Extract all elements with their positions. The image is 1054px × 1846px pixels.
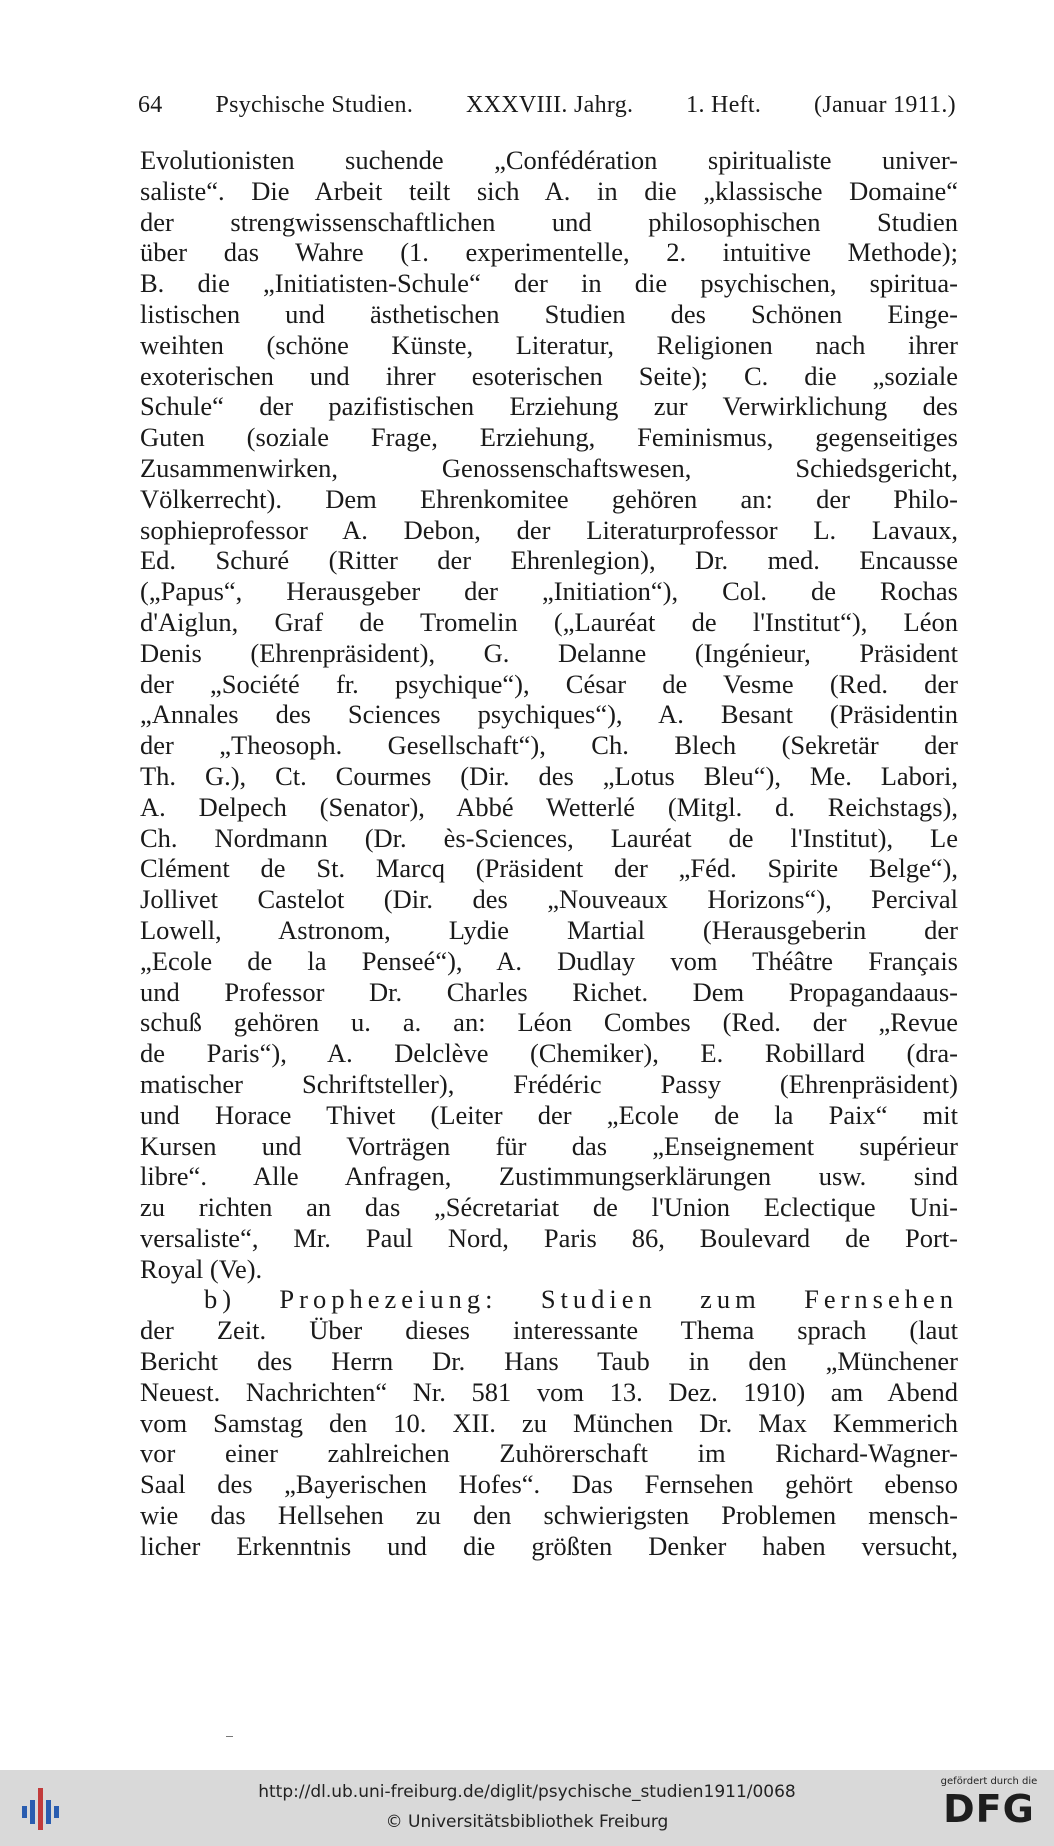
- dfg-logo: [930, 1776, 1048, 1842]
- text-line: wie das Hellsehen zu den schwierigsten Problemen mensch-: [140, 1500, 958, 1531]
- text-line: Clément de St. Marcq (Präsident der „Féd. Spirite Belge“),: [140, 853, 958, 884]
- running-head: [138, 92, 956, 119]
- text-line: versaliste“, Mr. Paul Nord, Paris 86, Boulevard de Port-: [140, 1222, 958, 1253]
- text-line: der Zeit. Über dieses interessante Thema sprach (laut: [140, 1315, 958, 1346]
- text-line: Th. G.), Ct. Courmes (Dir. des „Lotus Bleu“), Me. Labori,: [140, 760, 958, 791]
- body-text: [140, 145, 958, 1562]
- page-number: 64: [138, 92, 163, 118]
- text-line: Ch. Nordmann (Dr. ès-Sciences, Lauréat de l'Institut), Le: [140, 822, 958, 853]
- text-line: Kursen und Vorträgen für das „Enseignement supérieur: [140, 1130, 958, 1161]
- text-line: licher Erkenntnis und die größten Denker haben versucht,: [140, 1530, 958, 1561]
- text-line: Guten (soziale Frage, Erziehung, Feminismus, gegenseitiges: [140, 422, 958, 453]
- text-line: B. die „Initiatisten-Schule“ der in die psychischen, spiritua-: [140, 268, 958, 299]
- text-line: Lowell, Astronom, Lydie Martial (Herausgeberin der: [140, 914, 958, 945]
- issue: 1. Heft.: [686, 92, 762, 118]
- text-line: exoterischen und ihrer esoterischen Seite); C. die „soziale: [140, 360, 958, 391]
- text-line: und Horace Thivet (Leiter der „Ecole de la Paix“ mit: [140, 1099, 958, 1130]
- text-line: Bericht des Herrn Dr. Hans Taub in den „Münchener: [140, 1346, 958, 1377]
- text-line: Jollivet Castelot (Dir. des „Nouveaux Horizons“), Percival: [140, 884, 958, 915]
- funding-caption: gefördert durch die: [940, 1776, 1038, 1787]
- text-line: vor einer zahlreichen Zuhörerschaft im Richard-Wagner-: [140, 1438, 958, 1469]
- viewer-footer: [0, 1770, 1054, 1846]
- text-line: über das Wahre (1. experimentelle, 2. intuitive Methode);: [140, 237, 958, 268]
- text-line: Schule“ der pazifistischen Erziehung zur Verwirklichung des: [140, 391, 958, 422]
- text-line: listischen und ästhetischen Studien des Schönen Einge-: [140, 298, 958, 329]
- text-line: de Paris“), A. Delclève (Chemiker), E. Robillard (dra-: [140, 1038, 958, 1069]
- text-line: A. Delpech (Senator), Abbé Wetterlé (Mitgl. d. Reichstags),: [140, 791, 958, 822]
- volume: XXXVIII. Jahrg.: [465, 92, 634, 118]
- issue-date: (Januar 1911.): [814, 92, 956, 118]
- section-heading-line: b) Prophezeiung: Studien zum Fernsehen: [204, 1284, 958, 1315]
- text-line: Neuest. Nachrichten“ Nr. 581 vom 13. Dez. 1910) am Abend: [140, 1376, 958, 1407]
- text-line: („Papus“, Herausgeber der „Initiation“), Col. de Rochas: [140, 576, 958, 607]
- text-line: vom Samstag den 10. XII. zu München Dr. Max Kemmerich: [140, 1407, 958, 1438]
- text-line: saliste“. Die Arbeit teilt sich A. in die „klassische Domaine“: [140, 175, 958, 206]
- text-line: der strengwissenschaftlichen und philosophischen Studien: [140, 206, 958, 237]
- text-line: Evolutionisten suchende „Confédération spiritualiste univer-: [140, 145, 958, 175]
- text-line: matischer Schriftsteller), Frédéric Passy (Ehrenpräsident): [140, 1068, 958, 1099]
- text-line: „Annales des Sciences psychiques“), A. Besant (Präsidentin: [140, 699, 958, 730]
- text-line: d'Aiglun, Graf de Tromelin („Lauréat de l'Institut“), Léon: [140, 606, 958, 637]
- text-line: libre“. Alle Anfragen, Zustimmungserklärungen usw. sind: [140, 1161, 958, 1192]
- text-line: der „Société fr. psychique“), César de Vesme (Red. der: [140, 668, 958, 699]
- text-line: der „Theosoph. Gesellschaft“), Ch. Blech (Sekretär der: [140, 730, 958, 761]
- text-line: Völkerrecht). Dem Ehrenkomitee gehören an: der Philo-: [140, 483, 958, 514]
- text-line: zu richten an das „Sécretariat de l'Union Eclectique Uni-: [140, 1192, 958, 1223]
- text-line: Saal des „Bayerischen Hofes“. Das Fernsehen gehört ebenso: [140, 1469, 958, 1500]
- text-line: schuß gehören u. a. an: Léon Combes (Red. der „Revue: [140, 1007, 958, 1038]
- text-line: Denis (Ehrenpräsident), G. Delanne (Ingénieur, Präsident: [140, 637, 958, 668]
- text-line: weihten (schöne Künste, Literatur, Religionen nach ihrer: [140, 329, 958, 360]
- journal-title: Psychische Studien.: [215, 92, 414, 118]
- text-line: und Professor Dr. Charles Richet. Dem Propagandaaus-: [140, 976, 958, 1007]
- text-line: Royal (Ve).: [140, 1253, 263, 1284]
- dfg-logo-text: DFG: [943, 1787, 1035, 1831]
- source-url[interactable]: http://dl.ub.uni-freiburg.de/diglit/psychische_studien1911/0068: [258, 1782, 796, 1802]
- text-line: Ed. Schuré (Ritter der Ehrenlegion), Dr. med. Encausse: [140, 545, 958, 576]
- text-line: Zusammenwirken, Genossenschaftswesen, Schiedsgericht,: [140, 452, 958, 483]
- text-line: „Ecole de la Penseé“), A. Dudlay vom Théâtre Français: [140, 945, 958, 976]
- text-line: sophieprofessor A. Debon, der Literaturprofessor L. Lavaux,: [140, 514, 958, 545]
- copyright-notice: © Universitätsbibliothek Freiburg: [385, 1812, 669, 1832]
- scan-mark: [226, 1736, 233, 1737]
